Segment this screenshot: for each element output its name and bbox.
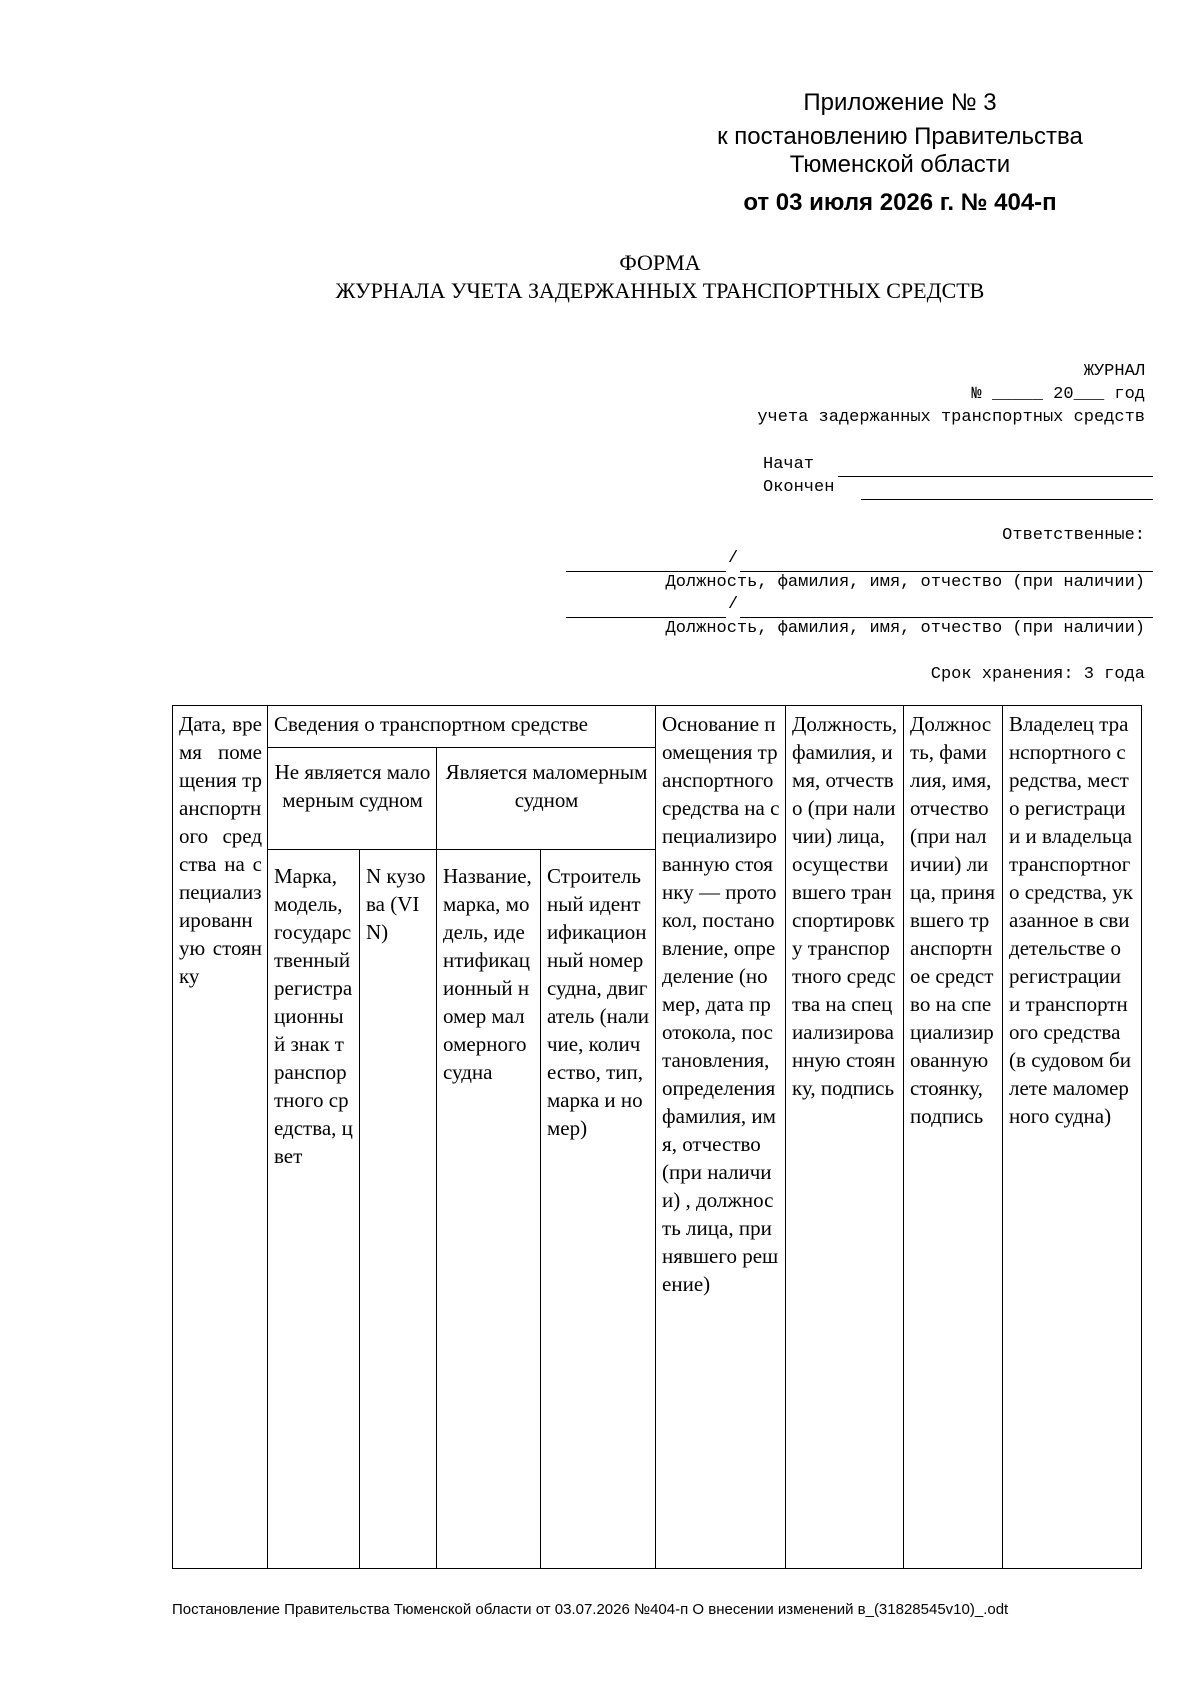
- col-datetime-header: Дата, время помещения транспортного средства на специализированную стоянку: [173, 706, 268, 1569]
- col-basis-header: Основание помещения транспортного средства на специализированную стоянку — протокол, постановление, определение (номер, дата протокола, постановления, определения фамилия, имя, отчество (при наличии) , должность лица, принявшего решение): [656, 706, 786, 1569]
- journal-subtitle: учета задержанных транспортных средств: [757, 408, 1145, 427]
- number-prefix: №: [971, 385, 982, 404]
- col-owner-header: Владелец транспортного средства, место регистрации и владельца транспортного средства, указанное в свидетельстве о регистрации и транспортного средства (в судовом билете маломерного судна): [1003, 706, 1142, 1569]
- journal-number-year: [972, 384, 1145, 406]
- document-footer: Постановление Правительства Тюменской области от 03.07.2026 №404-п О внесении изменений в_(31828545v10)_.odt: [172, 1601, 1009, 1618]
- year-blank: ___: [1073, 385, 1105, 404]
- responsible-caption-2: Должность, фамилия, имя, отчество (при наличии): [665, 619, 1145, 638]
- finished-line: [861, 499, 1153, 500]
- col-vessel-id-header: Строительный идентификационный номер судна, двигатель (наличие, количество, тип, марка и номер): [541, 850, 656, 1569]
- responsible-label: Ответственные:: [1002, 526, 1145, 545]
- small-vessel-group-header: Является маломерным судном: [437, 748, 656, 850]
- started-label: Начат: [763, 455, 815, 474]
- responsible-separator-1: /: [728, 549, 739, 568]
- col-receiver-header: Должность, фамилия, имя, отчество (при наличии) лица, принявшего транспортное средство на специализированную стоянку, подпись: [904, 706, 1003, 1569]
- year-suffix: год: [1114, 385, 1145, 404]
- year-prefix: 20: [1053, 385, 1074, 404]
- retention-period: Срок хранения: 3 года: [930, 665, 1145, 684]
- not-small-vessel-group-header: Не является маломерным судном: [268, 748, 437, 850]
- responsible-caption-1: Должность, фамилия, имя, отчество (при наличии): [665, 573, 1145, 592]
- responsible-separator-2: /: [728, 595, 739, 614]
- appendix-date-number: от 03 июля 2026 г. № 404-п: [743, 189, 1057, 216]
- vehicle-info-group-header: Сведения о транспортном средстве: [268, 706, 656, 748]
- col-vin-header: N кузова (VIN): [360, 850, 437, 1569]
- started-line: [838, 476, 1153, 477]
- number-blank: _____: [991, 385, 1043, 404]
- col-vessel-name-header: Название, марка, модель, идентификационный номер маломерного судна: [437, 850, 541, 1569]
- journal-title: ЖУРНАЛ: [1083, 362, 1145, 381]
- appendix-region: Тюменской области: [789, 151, 1011, 178]
- form-title-line1: ФОРМА: [619, 250, 701, 275]
- journal-table: [172, 705, 1142, 1569]
- col-make-model-header: Марка, модель, государственный регистрационный знак транспортного средства, цвет: [268, 850, 360, 1569]
- appendix-resolution-ref: к постановлению Правительства: [717, 123, 1083, 150]
- form-title-line2: ЖУРНАЛА УЧЕТА ЗАДЕРЖАННЫХ ТРАНСПОРТНЫХ СРЕДСТВ: [335, 278, 985, 303]
- finished-label: Окончен: [763, 478, 835, 497]
- appendix-number: Приложение № 3: [803, 89, 997, 116]
- col-transporter-header: Должность, фамилия, имя, отчество (при наличии) лица, осуществившего транспортировку транспортного средства на специализированную стоянку, подпись: [786, 706, 904, 1569]
